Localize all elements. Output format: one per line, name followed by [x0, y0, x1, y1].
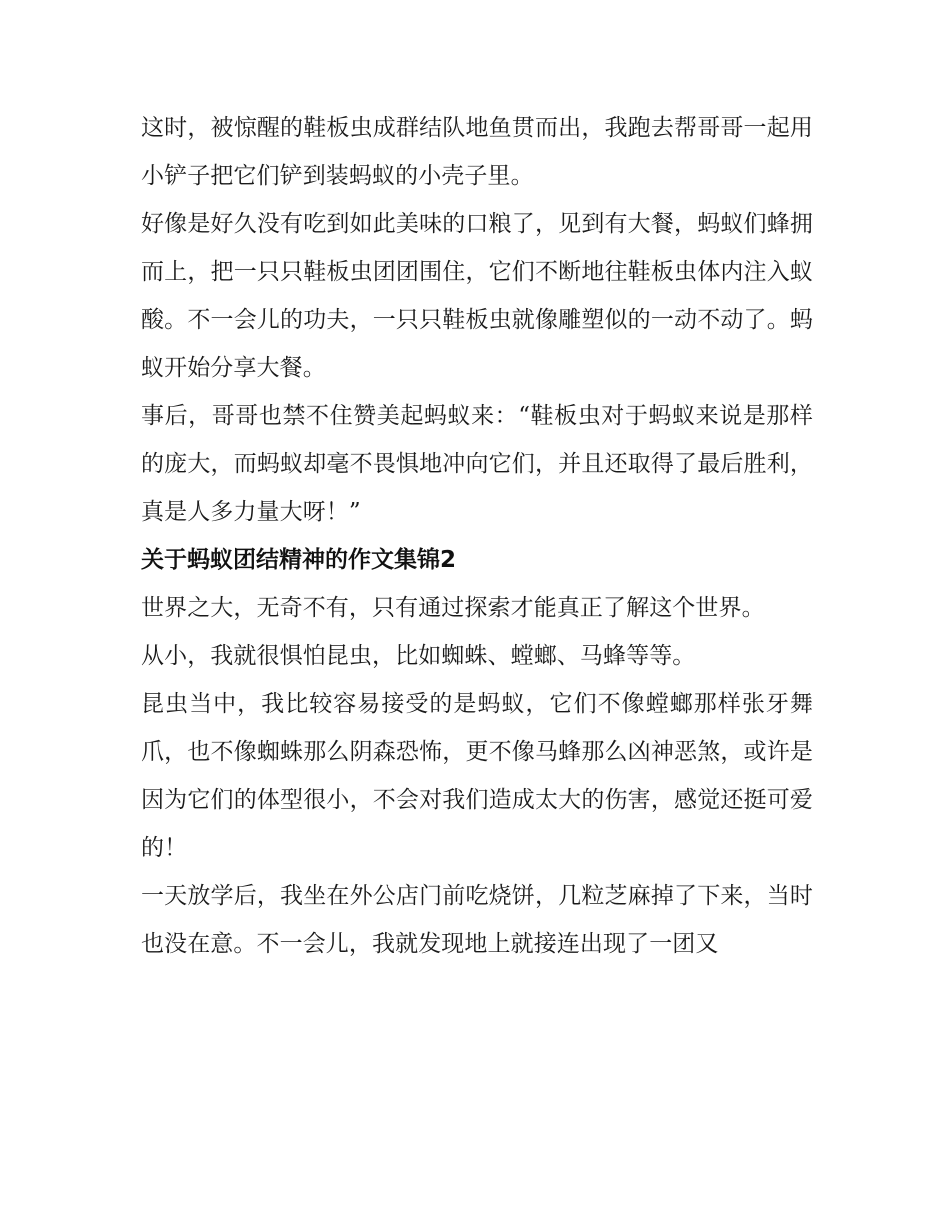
paragraph-brother-praise: 事后，哥哥也禁不住赞美起蚂蚁来：“鞋板虫对于蚂蚁来说是那样的庞大，而蚂蚁却毫不畏惧地冲向它们，并且还取得了最后胜利，真是人多力量大呀！”: [141, 403, 813, 525]
paragraph-ants-feast: 好像是好久没有吃到如此美味的口粮了，见到有大餐，蚂蚁们蜂拥而上，把一只只鞋板虫团团围住，它们不断地往鞋板虫体内注入蚁酸。不一会儿的功夫，一只只鞋板虫就像雕塑似的一动不动了。蚂蚁开始分享大餐。: [141, 211, 813, 381]
section-heading: 关于蚂蚁团结精神的作文集锦2: [141, 547, 457, 573]
document-body: [141, 104, 813, 968]
paragraph-ants-awakened: 这时，被惊醒的鞋板虫成群结队地鱼贯而出，我跑去帮哥哥一起用小铲子把它们铲到装蚂蚁的小壳子里。: [141, 115, 813, 189]
paragraph-fear-insects: 从小，我就很惧怕昆虫，比如蜘蛛、螳螂、马蜂等等。: [141, 643, 696, 669]
paragraph-accept-ants: 昆虫当中，我比较容易接受的是蚂蚁，它们不像螳螂那样张牙舞爪，也不像蜘蛛那么阴森恐怖，更不像马蜂那么凶神恶煞，或许是因为它们的体型很小，不会对我们造成太大的伤害，感觉还挺可爱的！: [141, 691, 813, 861]
paragraph-after-school: 一天放学后，我坐在外公店门前吃烧饼，几粒芝麻掉了下来，当时也没在意。不一会儿，我就发现地上就接连出现了一团又: [141, 883, 813, 957]
paragraph-world-explore: 世界之大，无奇不有，只有通过探索才能真正了解这个世界。: [141, 595, 765, 621]
